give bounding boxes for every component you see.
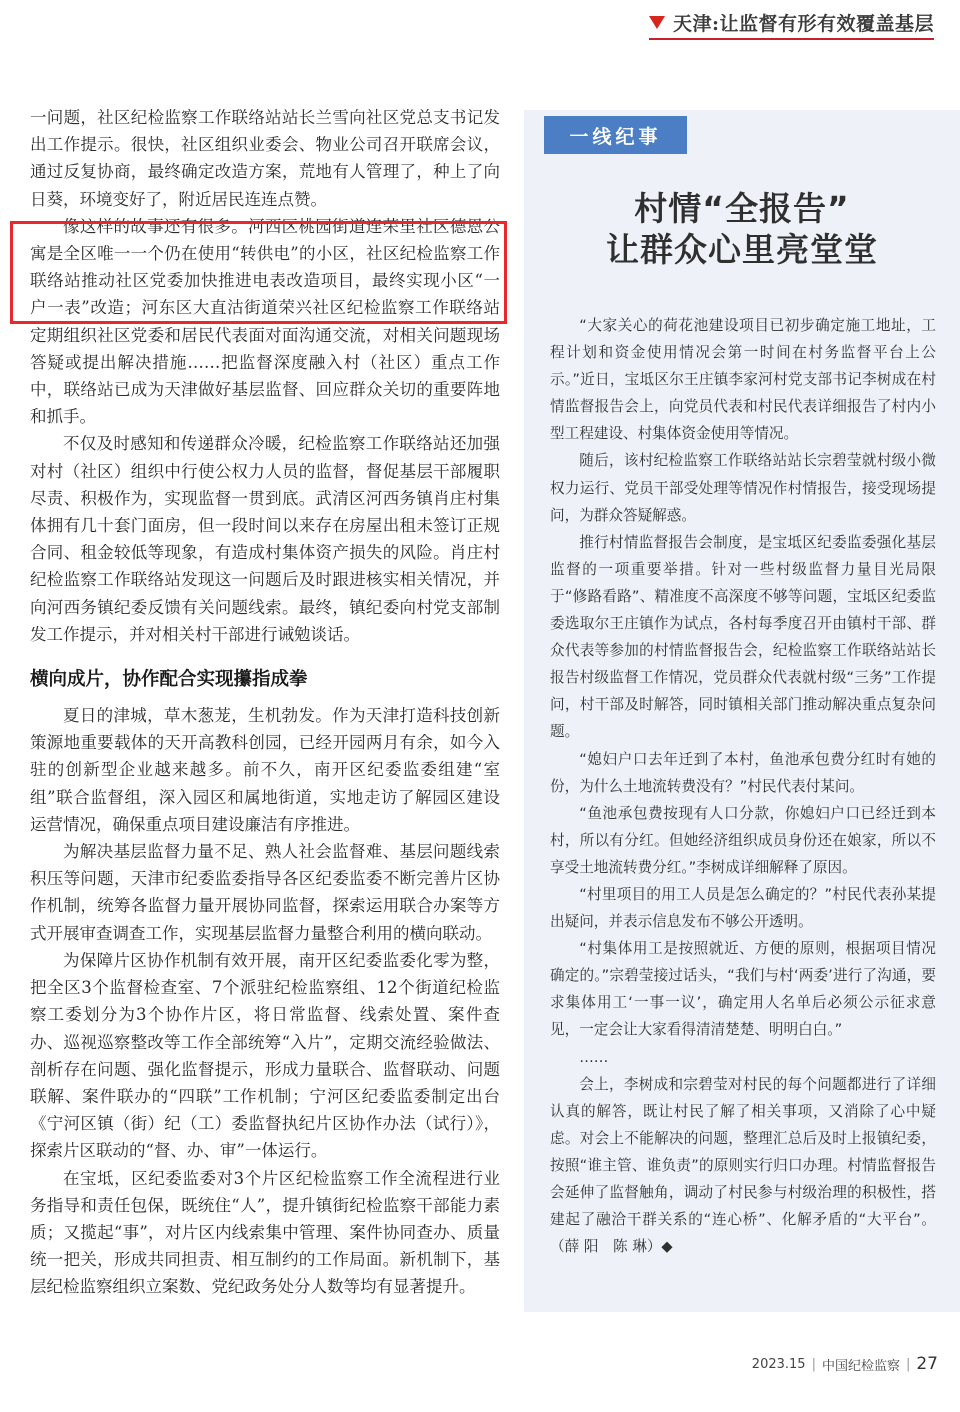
paragraph: 不仅及时感知和传递群众冷暖，纪检监察工作联络站还加强对村（社区）组织中行使公权力人员的监督，督促基层干部履职尽责、积极作为，实现监督一贯到底。武清区河西务镇肖庄村集体拥有几十套门面房，但一段时间以来存在房屋出租未签订正规合同、租金较低等现象，有造成村集体资产损失的风险。肖庄村纪检监察工作联络站发现这一问题后及时跟进核实相关情况，并向河西务镇纪委反馈有关问题线索。最终，镇纪委向村党支部制发工作提示，并对相关村干部进行诫勉谈话。 bbox=[30, 434, 500, 644]
sidebar-title-line2: 让群众心里亮堂堂 bbox=[606, 230, 878, 269]
paragraph: 为保障片区协作机制有效开展，南开区纪委监委化零为整，把全区3个监督检查室、7个派驻纪检监察组、12个街道纪检监察工委划分为3个协作片区，将日常监督、线索处置、案件查办、巡视巡察整改等工作全部统筹“入片”，定期交流经验做法、剖析存在问题、强化监督提示，形成力量联合、监督联动、问题联解、案件联办的“四联”工作机制；宁河区纪委监委制定出台《宁河区镇（街）纪（工）委监督执纪片区协作办法（试行）》，探索片区联动的“督、办、审”一体运行。 bbox=[30, 950, 500, 1161]
sidebar-paragraph: “媳妇户口去年迁到了本村，鱼池承包费分红时有她的份，为什么土地流转费没有？”村民代表付某问。 bbox=[550, 750, 936, 795]
paragraph: 夏日的津城，草木葱茏，生机勃发。作为天津打造科技创新策源地重要载体的天开高教科创园，已经开园两月有余，如今入驻的创新型企业越来越多。前不久，南开区纪委监委组建“室组”联合监督组，深入园区和属地街道，实地走访了解园区建设运营情况，确保重点项目建设廉洁有序推进。 bbox=[30, 706, 500, 834]
sidebar-paragraph: “村集体用工是按照就近、方便的原则，根据项目情况确定的。”宗碧莹接过话头，“我们与村‘两委’进行了沟通，要求集体用工‘一事一议’，确定用人名单后必须公示征求意见，一定会让大家看得清清楚楚、明明白白。” bbox=[550, 940, 936, 1039]
header-title: 天津:让监督有形有效覆盖基层 bbox=[672, 12, 934, 35]
sidebar-paragraph: 随后，该村纪检监察工作联络站站长宗碧莹就村级小微权力运行、党员干部受处理等情况作村情报告，接受现场提问，为群众答疑解惑。 bbox=[550, 452, 936, 524]
page-footer bbox=[752, 1354, 938, 1374]
footer-divider: | bbox=[811, 1356, 816, 1372]
triangle-icon bbox=[649, 16, 665, 29]
sidebar-box bbox=[524, 110, 960, 1312]
issue-number: 2023.15 bbox=[751, 1356, 806, 1372]
paragraph: 在宝坻，区纪委监委对3个片区纪检监察工作全流程进行业务指导和责任包保，既统住“人”，提升镇街纪检监察干部能力素质；又揽起“事”，对片区内线索集中管理、案件协同查办、质量统一把关，形成共同担责、相互制约的工作局面。新机制下，基层纪检监察组织立案数、党纪政务处分人数等均有显著提升。 bbox=[30, 1168, 500, 1297]
page-number: 27 bbox=[916, 1354, 938, 1374]
sidebar-paragraph: “大家关心的荷花池建设项目已初步确定施工地址，工程计划和资金使用情况会第一时间在村务监督平台上公示。”近日，宝坻区尔王庄镇李家河村党支部书记李树成在村情监督报告会上，向党员代表和村民代表详细报告了村内小型工程建设、村集体资金使用等情况。 bbox=[550, 317, 936, 443]
section-tag: 一线纪事 bbox=[544, 116, 687, 154]
paragraph: 一问题，社区纪检监察工作联络站站长兰雪向社区党总支书记发出工作提示。很快，社区组织业委会、物业公司召开联席会议，通过反复协商，最终确定改造方案，荒地有人管理了，种上了向日葵，环境变好了，附近居民连连点赞。 bbox=[30, 108, 500, 209]
sidebar-paragraph: …… bbox=[579, 1048, 609, 1066]
section-heading: 横向成片，协作配合实现攥指成拳 bbox=[30, 669, 308, 691]
sidebar-paragraph: “鱼池承包费按现有人口分款，你媳妇户口已经迁到本村，所以有分红。但她经济组织成员身份还在娘家，所以不享受土地流转费分红。”李树成详细解释了原因。 bbox=[550, 804, 936, 876]
footer-divider: | bbox=[905, 1356, 911, 1372]
sidebar-paragraph: 会上，李树成和宗碧莹对村民的每个问题都进行了详细认真的解答，既让村民了解了相关事项，又消除了心中疑虑。对会上不能解决的问题，整理汇总后及时上报镇纪委，按照“谁主管、谁负责”的原则实行归口办理。村情监督报告会延伸了监督触角，调动了村民参与村级治理的积极性，搭建起了融洽干群关系的“连心桥”、化解矛盾的“大平台”。（薛 阳 陈 琳）◆ bbox=[550, 1075, 936, 1256]
highlight-annotation-box bbox=[10, 221, 507, 324]
sidebar-body bbox=[550, 312, 936, 1260]
running-header bbox=[649, 8, 934, 40]
sidebar-paragraph: “村里项目的用工人员是怎么确定的？”村民代表孙某提出疑问，并表示信息发布不够公开透明。 bbox=[550, 885, 936, 931]
sidebar-paragraph: 推行村情监督报告会制度，是宝坻区纪委监委强化基层监督的一项重要举措。针对一些村级监督力量目光局限于“修路看路”、精准度不高深度不够等问题，宝坻区纪委监委选取尔王庄镇作为试点，各村每季度召开由镇村干部、群众代表等参加的村情监督报告会，纪检监察工作联络站站长报告村级监督工作情况，党员群众代表就村级“三务”工作提问，村干部及时解答，同时镇相关部门推动解决重点复杂问题。 bbox=[550, 533, 936, 741]
sidebar-title bbox=[524, 188, 960, 270]
magazine-name: 中国纪检监察 bbox=[821, 1358, 900, 1374]
paragraph: 像这样的故事还有很多。河西区桃园街道连荣里社区德恩公寓是全区唯一一个仍在使用“转供电”的小区，社区纪检监察工作联络站推动社区党委加快推进电表改造项目，最终实现小区“一户一表”改造；河东区大直沽街道荣兴社区纪检监察工作联络站定期组织社区党委和居民代表面对面沟通交流，对相关问题现场答疑或提出解决措施……把监督深度融入村（社区）重点工作中，联络站已成为天津做好基层监督、回应群众关切的重要阵地和抓手。 bbox=[30, 216, 500, 427]
paragraph: 为解决基层监督力量不足、熟人社会监督难、基层问题线索积压等问题，天津市纪委监委指导各区纪委监委不断完善片区协作机制，统筹各监督力量开展协同监督，探索运用联合办案等方式开展审查调查工作，实现基层监督力量整合利用的横向联动。 bbox=[30, 842, 500, 943]
sidebar-title-line1: 村情“全报告” bbox=[634, 189, 850, 228]
